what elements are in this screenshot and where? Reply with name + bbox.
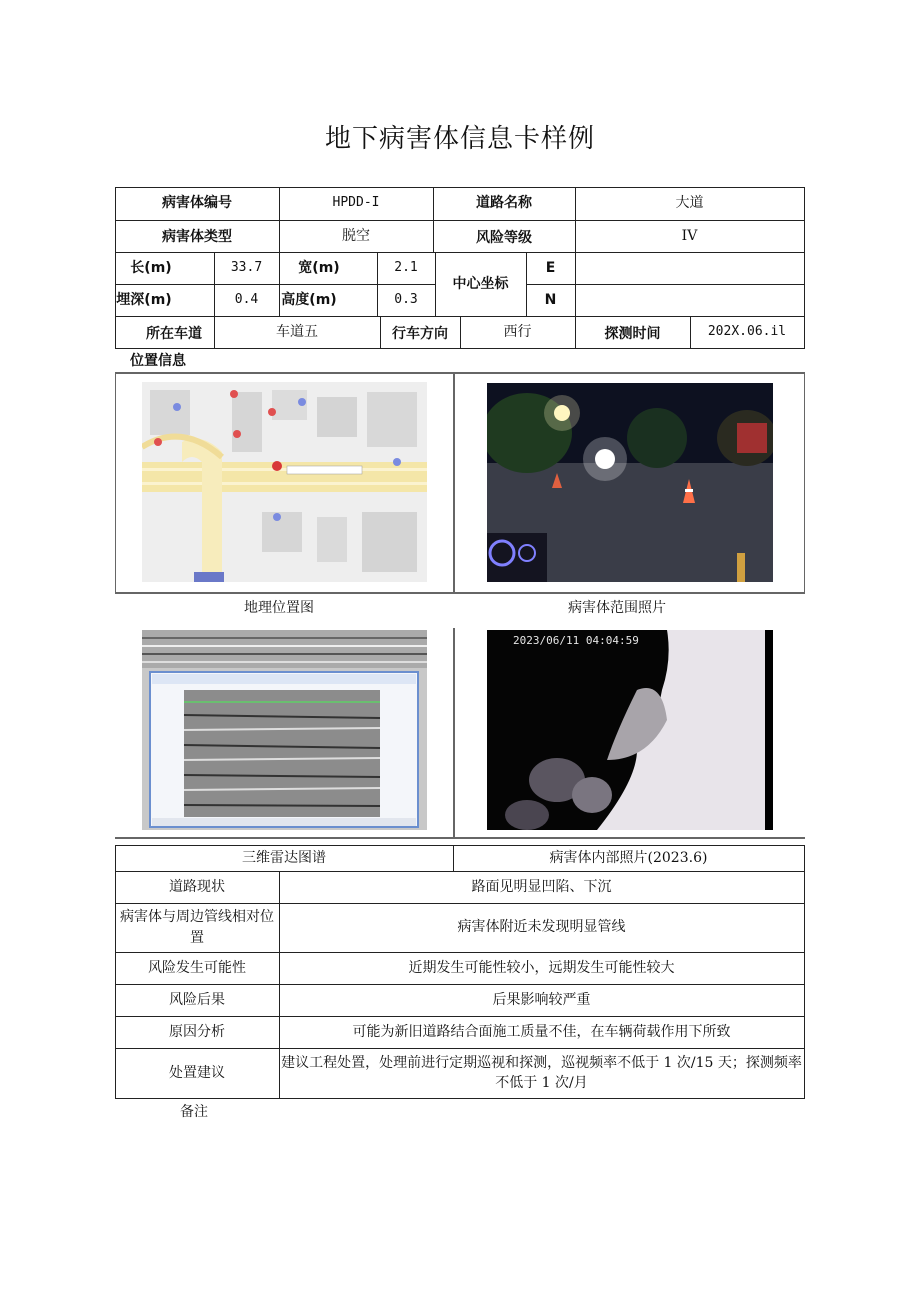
id-label: 病害体编号: [162, 195, 232, 212]
radar-caption: 三维雷达图谱: [242, 849, 326, 866]
cause-analysis-value: 可能为新旧道路结合面施工质量不佳，在车辆荷载作用下所致: [352, 1023, 731, 1040]
id-value: HPDD-I: [332, 195, 380, 211]
road-status-value: 路面见明显凹陷、下沉: [471, 878, 612, 895]
lane-label: 所在车道: [146, 325, 202, 342]
time-label: 探测时间: [604, 325, 661, 342]
remarks-label: 备注: [180, 1104, 208, 1120]
disposal-suggestion-value: 建议工程处置，处理前进行定期巡视和探测，巡视频率不低于 1 次/15 天；探测频率不低于 1 次/月: [281, 1054, 802, 1091]
inner-photo-caption: 病害体内部照片(2023.6): [549, 849, 708, 866]
width-label: 宽(m): [298, 259, 340, 276]
length-value: 33.7: [230, 259, 263, 275]
location-info-label: 位置信息: [130, 353, 186, 369]
height-value: 0.3: [394, 291, 418, 307]
geo-location-map: [142, 382, 427, 582]
map-caption: 地理位置图: [244, 600, 314, 616]
risk-value: IV: [681, 228, 698, 245]
defect-interior-photo: [487, 630, 773, 830]
disposal-suggestion-label: 处置建议: [169, 1064, 225, 1081]
n-value: [575, 284, 804, 316]
lane-value: 车道五: [276, 323, 318, 340]
width-value: 2.1: [394, 259, 418, 275]
risk-consequence-value: 后果影响较严重: [492, 991, 591, 1008]
depth-label: 埋深(m): [116, 291, 172, 308]
page-title: 地下病害体信息卡样例: [324, 124, 595, 154]
height-label: 高度(m): [281, 291, 337, 308]
risk-possibility-label: 风险发生可能性: [148, 959, 246, 976]
cause-analysis-label: 原因分析: [169, 1023, 225, 1040]
depth-value: 0.4: [234, 291, 259, 307]
range-photo-caption: 病害体范围照片: [568, 600, 666, 616]
type-value: 脱空: [342, 228, 370, 245]
direction-label: 行车方向: [392, 325, 448, 342]
direction-value: 西行: [503, 323, 532, 340]
road-value: 大道: [675, 195, 704, 212]
center-coord-label: 中心坐标: [452, 275, 509, 292]
type-label: 病害体类型: [162, 229, 232, 246]
road-status-label: 道路现状: [169, 878, 225, 895]
photo-timestamp: 2023/06/11 04:04:59: [513, 634, 639, 647]
e-value: [575, 252, 804, 284]
length-label: 长(m): [130, 259, 172, 276]
radar-spectrum-image: [142, 630, 427, 830]
road-label: 道路名称: [476, 195, 532, 212]
defect-range-photo: [487, 383, 773, 582]
risk-consequence-label: 风险后果: [169, 991, 225, 1008]
n-label: N: [544, 291, 557, 308]
risk-possibility-value: 近期发生可能性较小，远期发生可能性较大: [408, 959, 675, 976]
pipeline-position-value: 病害体附近未发现明显管线: [457, 919, 626, 936]
risk-label: 风险等级: [476, 229, 532, 246]
e-label: E: [545, 259, 556, 276]
time-value: 202X.06.il: [707, 323, 787, 339]
pipeline-position-label: 病害体与周边管线相对位置: [120, 909, 274, 946]
